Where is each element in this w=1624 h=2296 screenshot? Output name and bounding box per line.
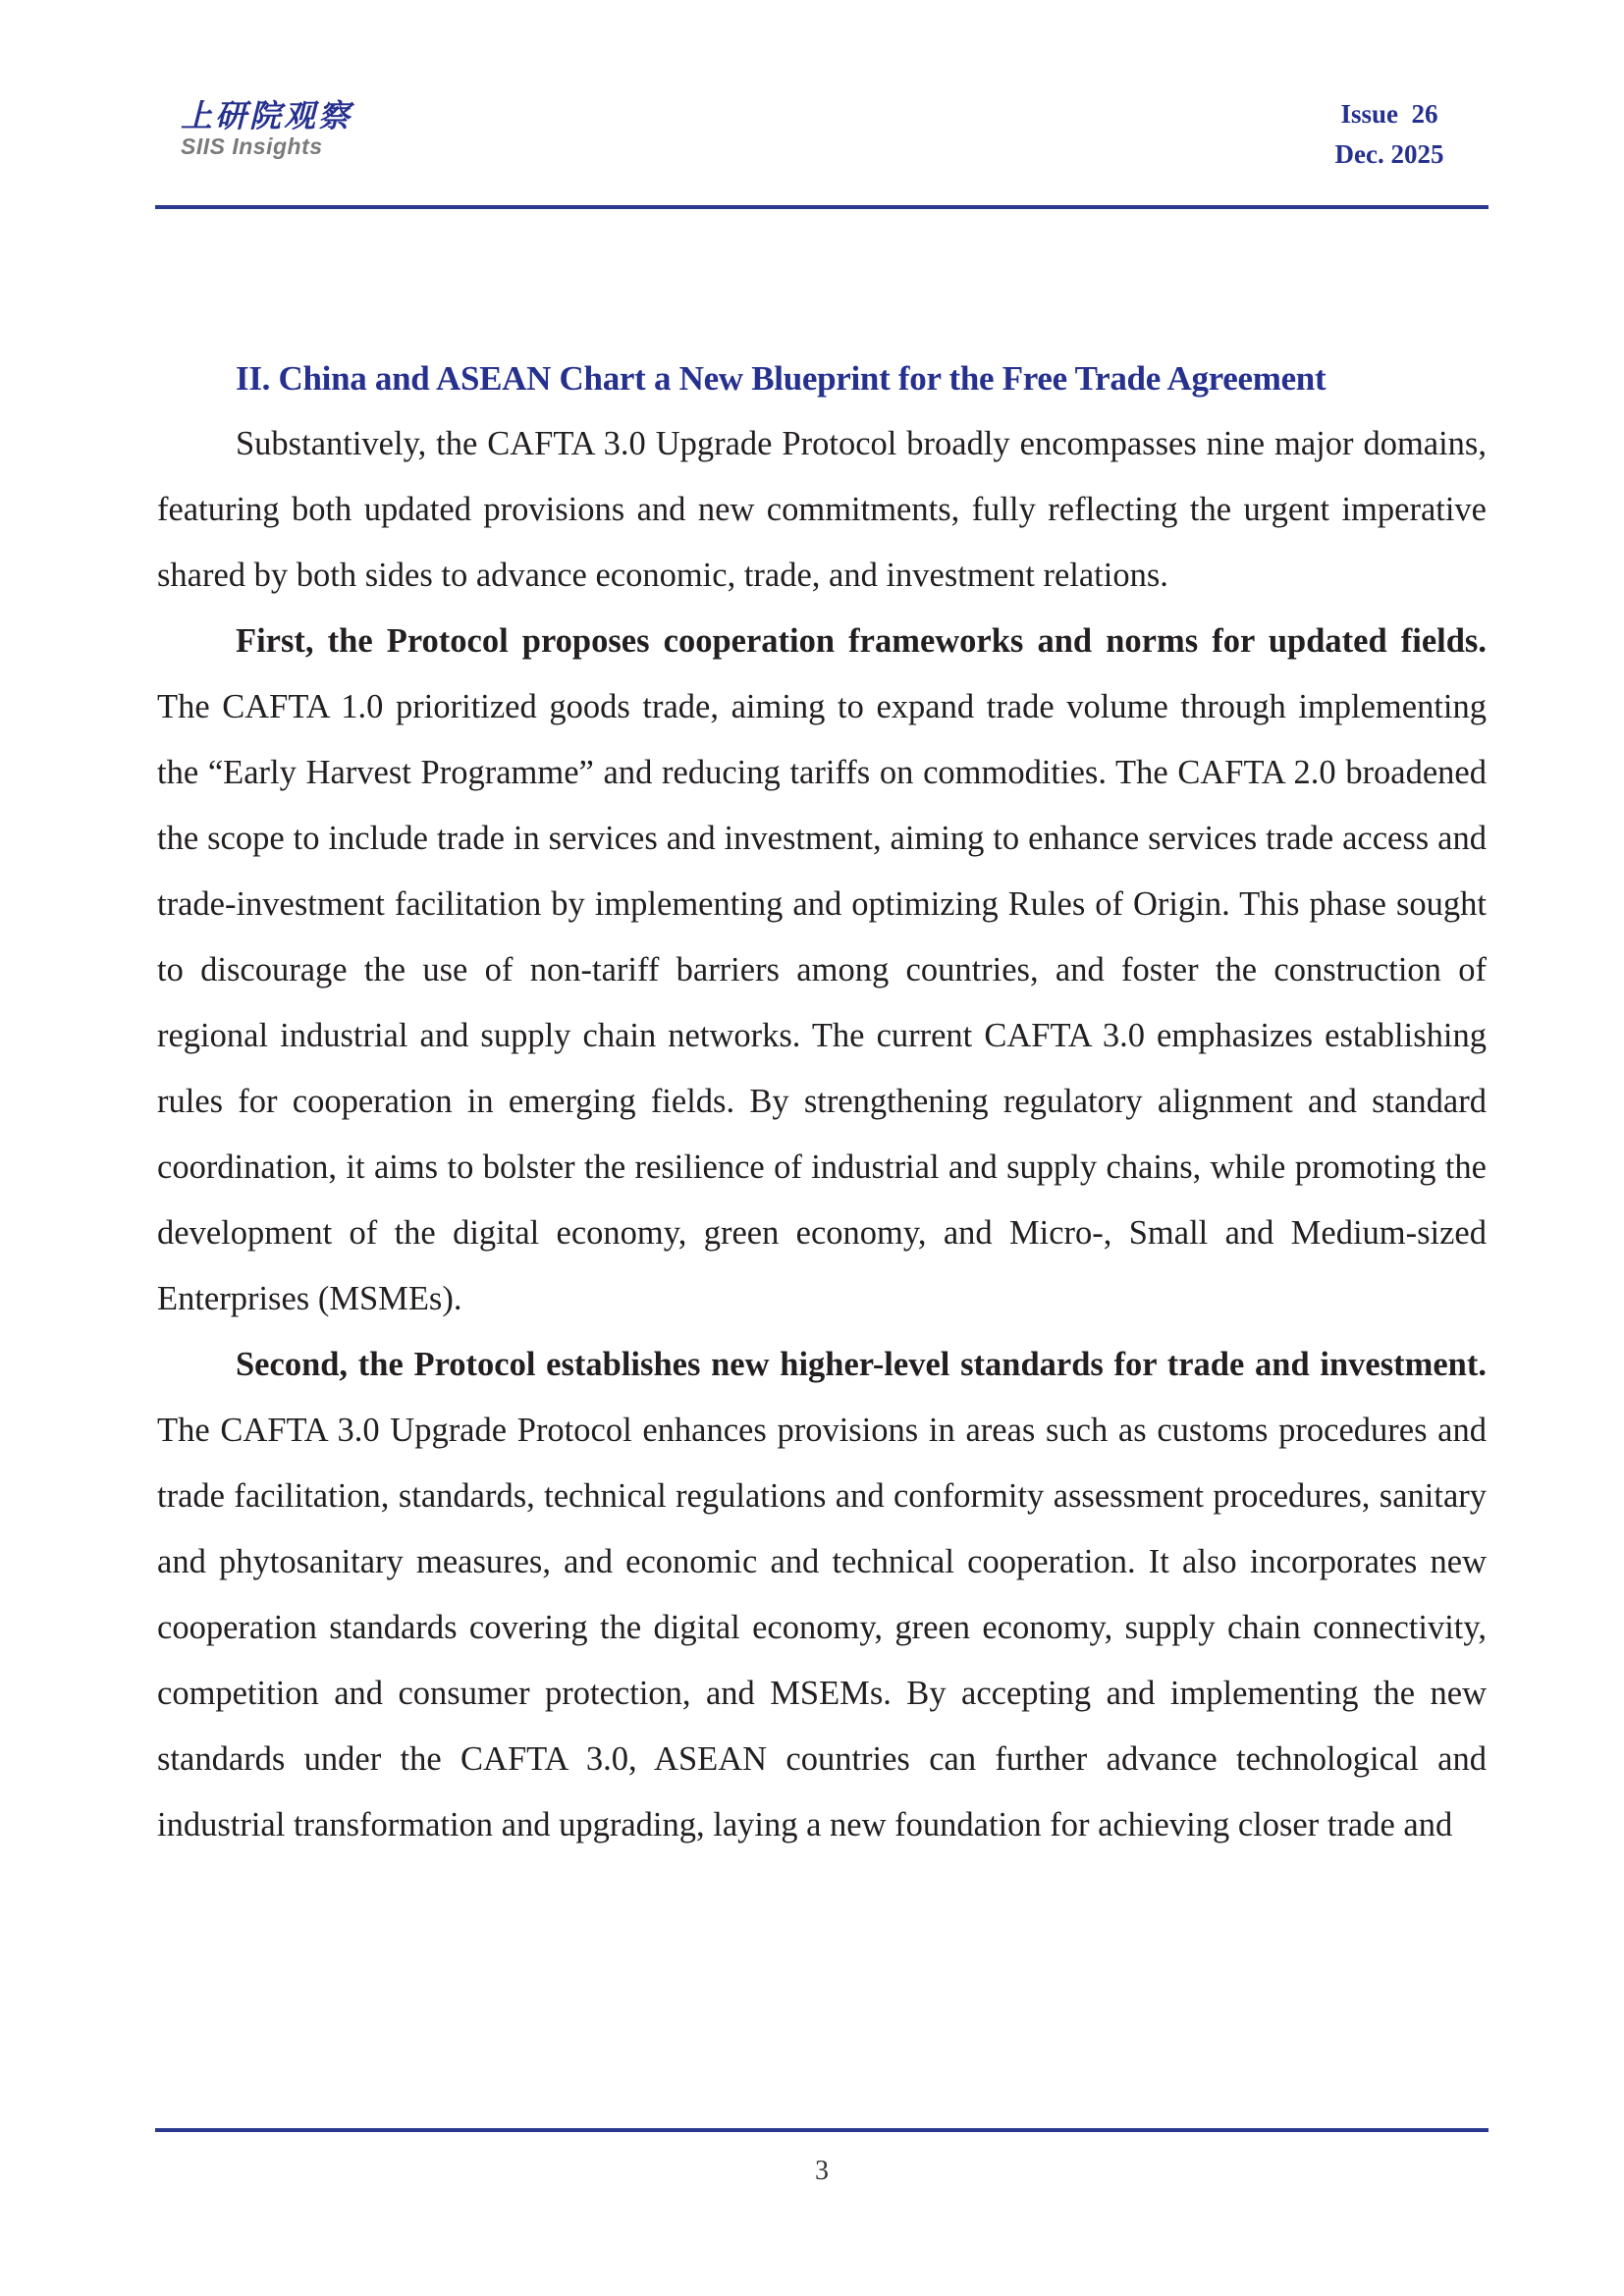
article-body [157, 346, 1487, 1858]
header-divider [155, 205, 1489, 209]
paragraph-first-point [157, 609, 1487, 1332]
paragraph-lead: Second, the Protocol establishes new higher-level standards for trade and investment. [236, 1346, 1487, 1383]
publication-logo [181, 96, 352, 159]
paragraph-lead: First, the Protocol proposes cooperation frameworks and norms for updated fields. [236, 622, 1487, 660]
paragraph-intro [157, 411, 1487, 609]
issue-info [1296, 94, 1483, 175]
logo-chinese-title: 上研院观察 [181, 97, 353, 134]
paragraph-text: The CAFTA 3.0 Upgrade Protocol enhances provisions in areas such as customs procedures and trade facilitation, standards, technical regulations and conformity assessment procedures, sanitary and phytosanitary measures, and economic and technical cooperation. It also incorporates new cooperation standards covering the digital economy, green economy, supply chain connectivity, competition and consumer protection, and MSEMs. By accepting and implementing the new standards under the CAFTA 3.0, ASEAN countries can further advance technological and industrial transformation and upgrading, laying a new foundation for achieving closer trade and [157, 1412, 1487, 1843]
issue-number: Issue 26 [1340, 99, 1438, 129]
footer-divider [155, 2128, 1489, 2132]
issue-date: Dec. 2025 [1334, 139, 1444, 169]
paragraph-text: The CAFTA 1.0 prioritized goods trade, aiming to expand trade volume through implementing the “Early Harvest Programme” and reducing tariffs on commodities. The CAFTA 2.0 broadened the scope to include trade in services and investment, aiming to enhance services trade access and trade-investment facilitation by implementing and optimizing Rules of Origin. This phase sought to discourage the use of non-tariff barriers among countries, and foster the construction of regional industrial and supply chain networks. The current CAFTA 3.0 emphasizes establishing rules for cooperation in emerging fields. By strengthening regulatory alignment and standard coordination, it aims to bolster the resilience of industrial and supply chains, while promoting the development of the digital economy, green economy, and Micro-, Small and Medium-sized Enterprises (MSMEs). [157, 688, 1487, 1317]
paragraph-text: Substantively, the CAFTA 3.0 Upgrade Protocol broadly encompasses nine major domains, featuring both updated provisions and new commitments, fully reflecting the urgent imperative shared by both sides to advance economic, trade, and investment relations. [157, 425, 1487, 594]
logo-english-title: SIIS Insights [181, 133, 323, 159]
page-number: 3 [815, 2156, 829, 2186]
paragraph-second-point [157, 1332, 1487, 1858]
section-heading: II. China and ASEAN Chart a New Blueprint for the Free Trade Agreement [236, 359, 1326, 398]
